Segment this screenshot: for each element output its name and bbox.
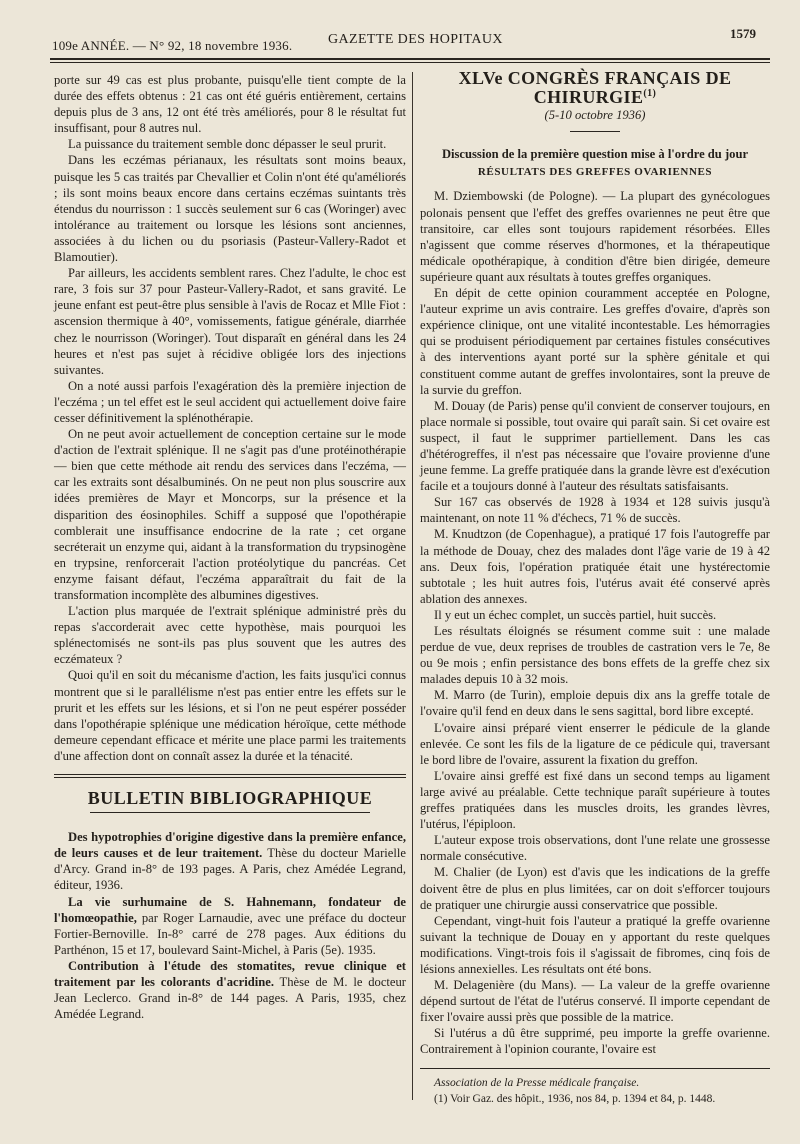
title-rule <box>90 812 370 813</box>
title-rule <box>570 131 620 132</box>
paragraph: Si l'utérus a dû être supprimé, peu importe la greffe ovarienne. Contrairement à l'opinion courante, l'ovaire est <box>420 1026 770 1057</box>
bib-entry-title: La vie surhumaine de S. Hahnemann, fondateur de l'homœopathie, <box>54 894 406 925</box>
header-rule <box>50 58 770 60</box>
bib-entry-details: Thèse du docteur Marielle d'Arcy. Grand in-8° de 193 pages. A Paris, chez Amédée Legrand, éditeur, 1936. <box>54 846 406 893</box>
paragraph: M. Delagenière (du Mans). — La valeur de la greffe ovarienne dépend surtout de l'état de l'utérus conservé. Il importe cependant de fixer l'ovaire aussi près que possible de la matrice. <box>420 978 770 1025</box>
paragraph: M. Douay (de Paris) pense qu'il convient de conserver toujours, en place normale si possible, tout ovaire qui paraît sain. Si cet ovaire est suspect, il faut le supprimer partiellement. Dans les cas d'hétérogreffes, il n'est pas nécessaire que l'ovaire provienne d'une jeune femme. La greffe pratiquée dans la grande lèvre est d'exécution facile et a toujours donné à l'auteur des résultats satisfaisants. <box>420 398 770 494</box>
bib-entry <box>54 958 406 1022</box>
paragraph: L'auteur expose trois observations, dont l'une relate une grossesse normale consécutive. <box>420 833 770 864</box>
issue-info: 109e ANNÉE. — N° 92, 18 novembre 1936. <box>52 38 293 53</box>
paragraph: La puissance du traitement semble donc dépasser le seul prurit. <box>68 137 387 152</box>
footnote-marker: (1) <box>643 88 657 100</box>
results-heading: RÉSULTATS DES GREFFES OVARIENNES <box>477 166 713 179</box>
bib-entry-details: Thèse de M. le docteur Jean Leclerco. Grand in-8° de 144 pages. A Paris, 1935, chez Amédée Legrand. <box>54 974 406 1022</box>
paragraph: L'ovaire ainsi greffé est fixé dans un second temps au ligament large avivé au préalable. Cette technique paraît supérieure à toutes greffes pratiquées dans les muscles droits, les grandes lèvres, l'utérus, l'épiploon. <box>420 768 770 832</box>
paragraph: On ne peut avoir actuellement de conception certaine sur le mode d'action de l'extrait splénique. Il ne s'agit pas d'une protéinothérapie — bien que cette méthode ait rendu des services dans l'eczéma, — car les extraits sont désalbuminés. On ne peut non plus souscrire aux idées premières de Mayr et Moncorps, sur la présence et la disparition des éosinophiles. Schiff a supposé que l'opothérapie comblerait une insuffisance endocrine de la rate ; cet organe secréterait un enzyme qui, aidant à la transformation du trypsinogène en trypsine, renforcerait l'action protéolytique du pancréas. Cet enzyme faisant défaut, l'eczéma apparaîtrait du fait de la transformation incomplète des albumines digestives. <box>54 427 406 602</box>
paragraph: Dans les eczémas périanaux, les résultats sont moins beaux, puisque les 5 cas traités par Chevallier et Colin n'ont été qu'améliorés ; ils sont moins beaux encore dans certains eczémas suintants très étendus du nourrisson : 1 succès seulement sur 6 cas (Woringer) avec intolérance au traitement ou lorsque les lésions sont anciennes, associées à du lichen ou du psoriasis (Pasteur-Vallery-Radot et Blamoutier). <box>54 153 406 265</box>
paragraph: Les résultats éloignés se résument comme suit : une malade perdue de vue, deux reprises de troubles de castration vers le 7e, 8e ou 9e mois ; enfin persistance des bons effets de la greffe chez six malades depuis 10 à 32 mois. <box>420 624 770 687</box>
header-rule-thin <box>50 62 770 63</box>
section-rule-thin <box>54 777 406 778</box>
paragraph: En dépit de cette opinion couramment acceptée en Pologne, l'auteur exprime un avis contraire. Les greffes d'ovaire, d'après son expérience clinique, ont une vitalité incontestable. Les hémorragies qui se produisent périodiquement par certaines fistules consécutives à des interventions ayant porté sur la sphère génitale et qui constituent comme autant de greffes involontaires, sont la preuve de la survie du greffon. <box>420 286 770 397</box>
paragraph: M. Dziembowski (de Pologne). — La plupart des gynécologues polonais pensent que l'effet des greffes ovariennes ne peut être que transitoire, car elles sont toujours rapidement résorbées. Elles n'agissent que comme réserves d'hormones, et la thérapeutique médicale opothérapique, à condition d'être bien dirigée, demeure supérieure quant aux résultats à toutes greffes organiques. <box>420 189 770 284</box>
paragraph: Il y eut un échec complet, un succès partiel, huit succès. <box>434 607 717 622</box>
paragraph: M. Chalier (de Lyon) est d'avis que les indications de la greffe doivent être de plus en plus limitées, car on doit s'efforcer toujours de pratiquer une chirurgie aussi conservatrice que possible. <box>420 865 770 912</box>
bib-entry <box>54 829 406 893</box>
bib-entry-title: Contribution à l'étude des stomatites, revue clinique et traitement par les colorants d'acridine. <box>54 958 406 989</box>
bib-entry-details: par Roger Larnaudie, avec une préface du docteur Fortier-Bernoville. In-8° carré de 278 pages. Aux éditions du Parthénon, 15 et 17, boulevard Saint-Michel, à Paris (5e). 1935. <box>54 910 406 957</box>
bib-entry <box>54 894 406 958</box>
paragraph: Quoi qu'il en soit du mécanisme d'action, les faits jusqu'ici connus montrent que si le parallélisme n'est pas entier entre les effets sur le prurit et les effets sur les lésions, et si l'on ne peut espérer posséder dans l'opothérapie splénique une médication héroïque, cette méthode demeure cependant efficace et mérite une place parmi les traitements d'une affection dont on connaît assez la durée et la ténacité. <box>54 668 406 763</box>
paragraph: L'ovaire ainsi préparé vient enserrer le pédicule de la glande enlevée. Ce sont les fils de la ligature de ce pédicule qui, traversant le bord libre de l'ovaire, assurent la fixation du greffon. <box>420 720 770 767</box>
congress-title-text: XLVe CONGRÈS FRANÇAIS DE CHIRURGIE <box>458 68 732 108</box>
paragraph: On a noté aussi parfois l'exagération dès la première injection de l'eczéma ; un tel effet est le seul accident qui actuellement doive faire cesser définitivement la splénothérapie. <box>54 378 406 425</box>
congress-title <box>420 68 770 108</box>
association-credit: Association de la Presse médicale française. <box>434 1076 640 1089</box>
congress-dates: (5-10 octobre 1936) <box>544 108 646 123</box>
column-divider <box>412 72 413 1100</box>
paragraph: L'action plus marquée de l'extrait splénique administré près du repas s'accorderait avec cette hypothèse, mais pourquoi les splénectomisés ne sont-ils pas plus souvent que les autres des eczémateux ? <box>54 604 406 667</box>
paragraph: Sur 167 cas observés de 1928 à 1934 et 128 suivis jusqu'à maintenant, on note 11 % d'échecs, 71 % de succès. <box>420 495 770 526</box>
paragraph: Cependant, vingt-huit fois l'auteur a pratiqué la greffe ovarienne suivant la technique de Douay en y apportant du reste quelques modifications. Vingt-trois fois il s'agissait de fibromes, cinq fois de lésions annexielles. Les résultats ont été bons. <box>420 913 770 976</box>
right-column <box>420 66 770 1107</box>
page-number: 1579 <box>730 26 756 41</box>
paragraph: porte sur 49 cas est plus probante, puisqu'elle tient compte de la durée des effets obtenus : 21 cas ont été guéris entièrement, certains depuis plus de 3 ans, 12 ont été très améliorés, pour 8 le résultat fut insuffisant, pour 8 autres nul. <box>54 73 406 136</box>
footnote-rule <box>420 1068 770 1069</box>
page-header <box>52 26 770 54</box>
footnote: (1) Voir Gaz. des hôpit., 1936, nos 84, p. 1394 et 84, p. 1448. <box>434 1092 716 1105</box>
bib-entry-title: Des hypotrophies d'origine digestive dans la première enfance, de leurs causes et de leur traitement. <box>54 830 406 861</box>
journal-title: GAZETTE DES HOPITAUX <box>328 32 503 47</box>
paragraph: Par ailleurs, les accidents semblent rares. Chez l'adulte, le choc est rare, 3 fois sur 37 pour Pasteur-Vallery-Radot, et sans gravité. Le jeune enfant est peut-être plus sensible à l'avis de Rocaz et Mlle Fiot : ascension thermique à 40°, vomissements, fatigue générale, diarrhée chez le nourrisson (Woringer). Tout disparaît en général dans les 24 heures et n'est pas sujet à récidive obligée lors des injections suivantes. <box>54 266 406 377</box>
paragraph: M. Marro (de Turin), emploie depuis dix ans la greffe totale de l'ovaire qu'il fend en deux dans le sens sagittal, bord libre excepté. <box>420 688 770 719</box>
bulletin-title: BULLETIN BIBLIOGRAPHIQUE <box>87 788 373 809</box>
paragraph: M. Knudtzon (de Copenhague), a pratiqué 17 fois l'autogreffe par la méthode de Douay, chez des malades dont l'âge varie de 19 à 42 ans. Deux fois, l'opération pratiquée était une hystérectomie subtotale ; les huit autres fois, l'utérus avait été conservé après ablation des annexes. <box>420 527 770 606</box>
left-column <box>54 72 406 1022</box>
discussion-heading: Discussion de la première question mise à l'ordre du jour <box>441 147 749 162</box>
section-rule <box>54 774 406 775</box>
